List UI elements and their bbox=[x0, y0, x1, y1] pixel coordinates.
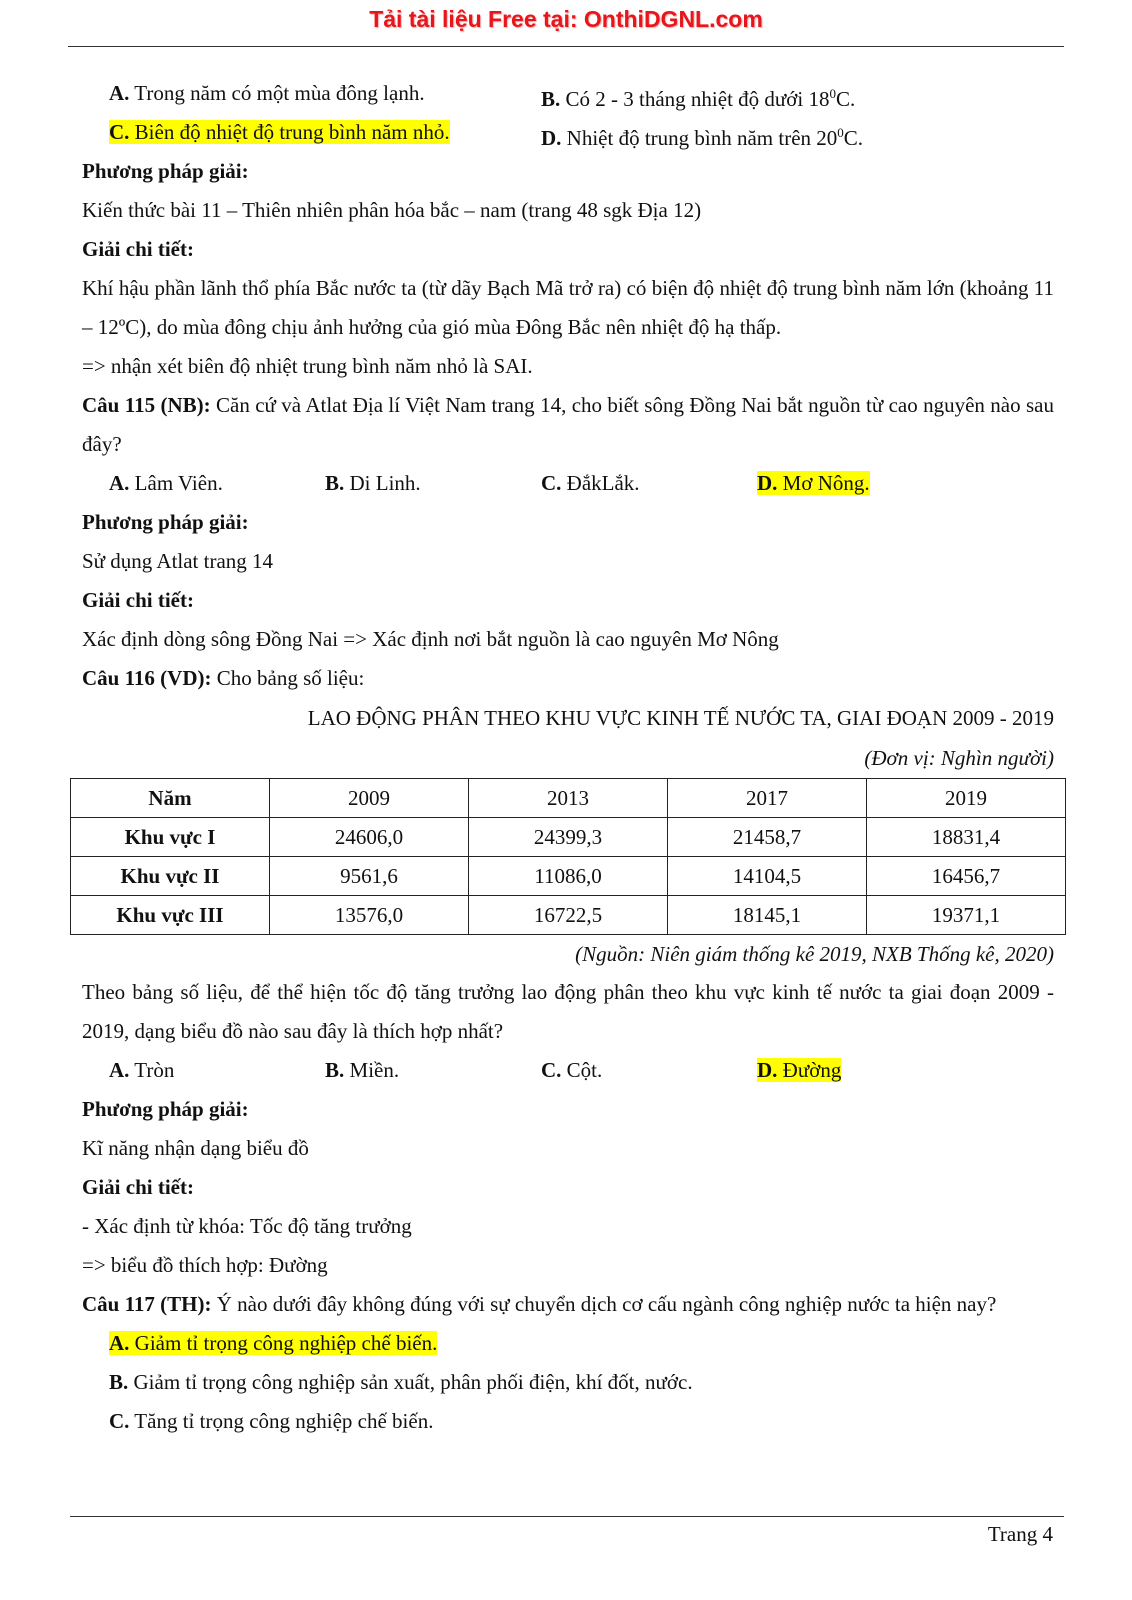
q116-table-title: LAO ĐỘNG PHÂN THEO KHU VỰC KINH TẾ NƯỚC TA, GIAI ĐOẠN 2009 - 2019 bbox=[307, 706, 1054, 730]
q115-options bbox=[82, 464, 1054, 503]
q114-method-title: Phương pháp giải: bbox=[82, 159, 249, 183]
q114-option-a: A. Trong năm có một mùa đông lạnh. bbox=[109, 81, 425, 105]
q116-option-c: C. Cột. bbox=[541, 1058, 603, 1082]
q116-option-b: B. Miền. bbox=[325, 1058, 400, 1082]
q114-option-c: C. Biên độ nhiệt độ trung bình năm nhỏ. bbox=[109, 120, 450, 144]
q117-question: Câu 117 (TH): Ý nào dưới đây không đúng với sự chuyển dịch cơ cấu ngành công nghiệp nước ta hiện nay? bbox=[82, 1292, 997, 1316]
table-cell: 24606,0 bbox=[270, 818, 469, 857]
q114-option-b: B. Có 2 - 3 tháng nhiệt độ dưới $18^0C$. bbox=[541, 86, 856, 111]
q115-option-b: B. Di Linh. bbox=[325, 471, 421, 495]
q115-method-title: Phương pháp giải: bbox=[82, 510, 249, 534]
table-cell: 16722,5 bbox=[469, 896, 668, 935]
table-header-cell: 2017 bbox=[668, 779, 867, 818]
bottom-divider bbox=[70, 1516, 1064, 1517]
q115-question: Câu 115 (NB): Căn cứ và Atlat Địa lí Việt Nam trang 14, cho biết sông Đồng Nai bắt nguồn từ cao nguyên nào sau đây? bbox=[82, 393, 1054, 456]
q116-options bbox=[82, 1051, 1054, 1090]
table-row bbox=[71, 896, 1066, 935]
q116-method-text: Kĩ năng nhận dạng biểu đồ bbox=[82, 1136, 309, 1160]
table-header-row bbox=[71, 779, 1066, 818]
table-header-cell: 2019 bbox=[867, 779, 1066, 818]
q115-detail-title: Giải chi tiết: bbox=[82, 588, 194, 612]
labor-table bbox=[70, 778, 1066, 935]
q116-option-d: D. Đường bbox=[757, 1058, 842, 1082]
q114-method-text: Kiến thức bài 11 – Thiên nhiên phân hóa bắc – nam (trang 48 sgk Địa 12) bbox=[82, 198, 702, 222]
table-row-label: Khu vực I bbox=[71, 818, 270, 857]
q114-options-row-2 bbox=[82, 113, 1054, 152]
table-cell: 14104,5 bbox=[668, 857, 867, 896]
q114-detail-title: Giải chi tiết: bbox=[82, 237, 194, 261]
table-row-label: Khu vực II bbox=[71, 857, 270, 896]
table-row bbox=[71, 818, 1066, 857]
q115-option-a: A. Lâm Viên. bbox=[109, 471, 223, 495]
top-divider bbox=[68, 46, 1064, 47]
q116-table-unit: (Đơn vị: Nghìn người) bbox=[864, 746, 1054, 770]
table-cell: 18145,1 bbox=[668, 896, 867, 935]
table-row-label: Khu vực III bbox=[71, 896, 270, 935]
q114-detail-text: Khí hậu phần lãnh thổ phía Bắc nước ta (từ dãy Bạch Mã trở ra) có biện độ nhiệt độ trung bình năm lớn (khoảng 11 – 12ºC), do mùa đông chịu ảnh hưởng của gió mùa Đông Bắc nên nhiệt độ hạ thấp. bbox=[82, 276, 1054, 339]
q116-prompt: Theo bảng số liệu, để thể hiện tốc độ tăng trưởng lao động phân theo khu vực kinh tế nước ta giai đoạn 2009 - 2019, dạng biểu đồ nào sau đây là thích hợp nhất? bbox=[82, 980, 1054, 1043]
q115-option-c: C. ĐắkLắk. bbox=[541, 471, 640, 495]
q116-method-title: Phương pháp giải: bbox=[82, 1097, 249, 1121]
q114-option-d: D. Nhiệt độ trung bình năm trên $20^0C$. bbox=[541, 125, 864, 150]
q114-options-row-1 bbox=[82, 74, 1054, 113]
q115-method-text: Sử dụng Atlat trang 14 bbox=[82, 549, 274, 573]
site-banner: Tải tài liệu Free tại: OnthiDGNL.com bbox=[369, 6, 763, 32]
q116-question: Câu 116 (VD): Cho bảng số liệu: bbox=[82, 666, 365, 690]
q115-option-d: D. Mơ Nông. bbox=[757, 471, 870, 495]
table-header-cell: 2009 bbox=[270, 779, 469, 818]
q116-detail-line-1: - Xác định từ khóa: Tốc độ tăng trưởng bbox=[82, 1214, 412, 1238]
table-cell: 21458,7 bbox=[668, 818, 867, 857]
table-cell: 24399,3 bbox=[469, 818, 668, 857]
q117-option-b: B. Giảm tỉ trọng công nghiệp sản xuất, phân phối điện, khí đốt, nước. bbox=[109, 1370, 693, 1394]
table-cell: 11086,0 bbox=[469, 857, 668, 896]
table-header-cell: Năm bbox=[71, 779, 270, 818]
table-header-cell: 2013 bbox=[469, 779, 668, 818]
q115-detail-text: Xác định dòng sông Đồng Nai => Xác định nơi bắt nguồn là cao nguyên Mơ Nông bbox=[82, 627, 779, 651]
q117-option-a: A. Giảm tỉ trọng công nghiệp chế biến. bbox=[109, 1331, 438, 1355]
q116-option-a: A. Tròn bbox=[109, 1058, 175, 1082]
table-row bbox=[71, 857, 1066, 896]
q116-detail-title: Giải chi tiết: bbox=[82, 1175, 194, 1199]
page-content bbox=[82, 74, 1054, 1441]
table-cell: 19371,1 bbox=[867, 896, 1066, 935]
page-number: Trang 4 bbox=[987, 1522, 1053, 1546]
q116-detail-line-2: => biểu đồ thích hợp: Đường bbox=[82, 1253, 328, 1277]
q116-table-source: (Nguồn: Niên giám thống kê 2019, NXB Thống kê, 2020) bbox=[575, 942, 1054, 966]
table-cell: 16456,7 bbox=[867, 857, 1066, 896]
q114-conclusion: => nhận xét biên độ nhiệt trung bình năm nhỏ là SAI. bbox=[82, 354, 533, 378]
table-cell: 9561,6 bbox=[270, 857, 469, 896]
table-cell: 13576,0 bbox=[270, 896, 469, 935]
q117-option-c: C. Tăng tỉ trọng công nghiệp chế biến. bbox=[109, 1409, 434, 1433]
table-cell: 18831,4 bbox=[867, 818, 1066, 857]
